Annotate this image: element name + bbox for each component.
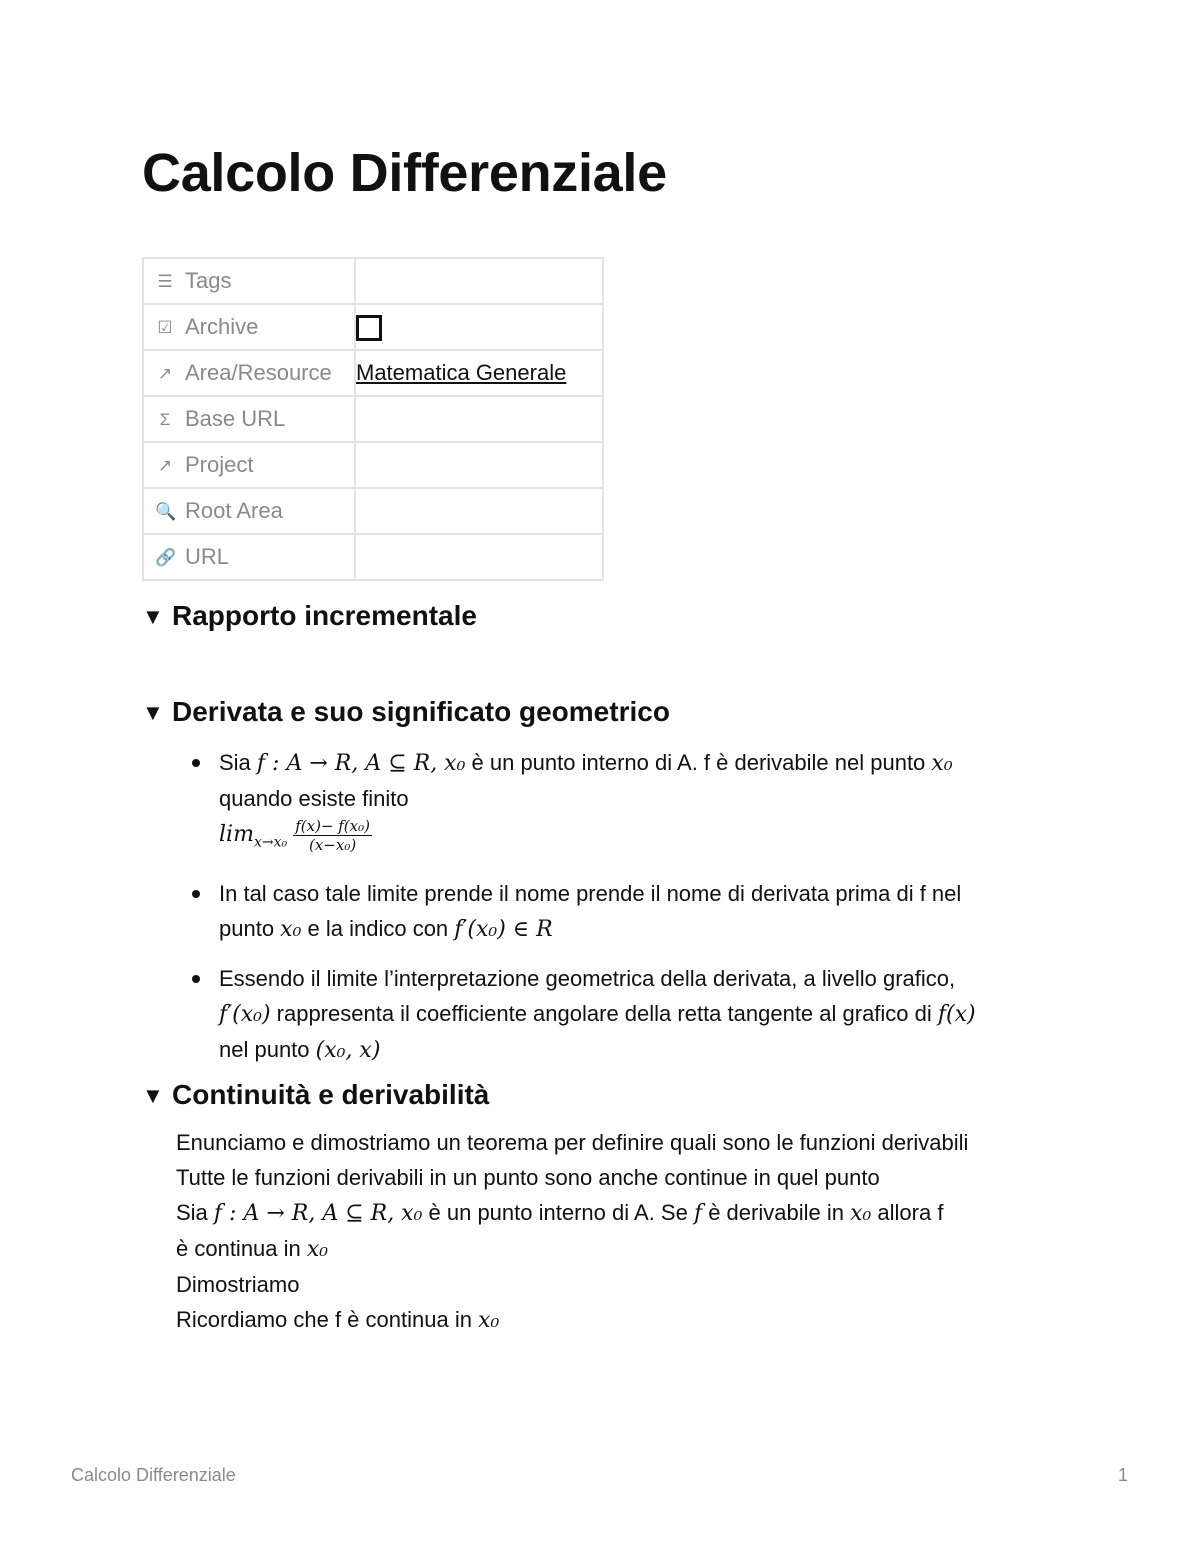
link-icon: 🔗: [155, 548, 177, 568]
property-name: Tags: [185, 268, 232, 293]
archive-checkbox[interactable]: [356, 315, 382, 341]
property-name: Root Area: [185, 498, 283, 523]
property-row-url[interactable]: [143, 534, 603, 580]
text-line: è continua in x₀: [176, 1236, 329, 1262]
derivata-bullet-list: [190, 745, 1070, 1068]
search-icon: 🔍: [155, 502, 177, 522]
continuita-body: [176, 1125, 1076, 1338]
page-title: Calcolo Differenziale: [142, 143, 667, 203]
property-name: Archive: [185, 314, 259, 339]
property-row-project[interactable]: [143, 442, 603, 488]
relation-arrow-icon: ↗: [157, 364, 173, 384]
footer-title: Calcolo Differenziale: [71, 1465, 236, 1485]
property-name: URL: [185, 544, 230, 569]
property-name: Base URL: [185, 406, 286, 431]
property-value[interactable]: [355, 258, 603, 304]
property-value[interactable]: [355, 488, 603, 534]
properties-table: [142, 257, 604, 581]
text-line: Sia f : A → R, A ⊆ R, x₀ è un punto interno di A. Se f è derivabile in x₀ allora f: [176, 1200, 944, 1226]
triangle-down-icon[interactable]: ▼: [142, 604, 164, 629]
text-line: Tutte le funzioni derivabili in un punto sono anche continue in quel punto: [176, 1165, 880, 1190]
sigma-icon: Σ: [159, 410, 171, 430]
list-item: Sia f : A → R, A ⊆ R, x₀ è un punto interno di A. f è derivabile nel punto x₀ quando esiste finito $\lim_{x\to x_0}$ $\frac{\text{f(x)− f(x₀)}}{\text{(x−x₀)}}$: [190, 745, 1070, 860]
toggle-rapporto-incrementale[interactable]: ▼ Rapporto incrementale: [142, 600, 477, 631]
relation-arrow-icon: ↗: [157, 456, 173, 476]
fraction: $\frac{\text{f(x)− f(x₀)}}{\text{(x−x₀)}}$: [295, 816, 370, 854]
property-value[interactable]: [355, 442, 603, 488]
property-value[interactable]: [355, 396, 603, 442]
checkbox-icon: ☑: [157, 318, 173, 338]
toggle-derivata[interactable]: ▼ Derivata e suo significato geometrico: [142, 696, 670, 727]
list-icon: ☰: [157, 272, 173, 292]
limit-formula: $\lim_{x\to x_0}$: [219, 822, 288, 851]
property-row-archive[interactable]: [143, 304, 603, 350]
text-line: Dimostriamo: [176, 1272, 300, 1297]
property-name: Area/Resource: [185, 360, 332, 385]
property-row-base-url[interactable]: [143, 396, 603, 442]
property-name: Project: [185, 452, 254, 477]
text-line: Ricordiamo che f è continua in x₀: [176, 1307, 500, 1333]
triangle-down-icon[interactable]: ▼: [142, 700, 164, 725]
property-value[interactable]: [355, 534, 603, 580]
triangle-down-icon[interactable]: ▼: [142, 1083, 164, 1108]
area-resource-link[interactable]: Matematica Generale: [356, 360, 567, 385]
text-line: Enunciamo e dimostriamo un teorema per definire quali sono le funzioni derivabili: [176, 1130, 969, 1155]
property-row-tags[interactable]: [143, 258, 603, 304]
property-row-area-resource[interactable]: [143, 350, 603, 396]
toggle-continuita[interactable]: ▼ Continuità e derivabilità: [142, 1079, 490, 1110]
property-row-root-area[interactable]: [143, 488, 603, 534]
page-number: 1: [1118, 1465, 1129, 1485]
list-item: In tal caso tale limite prende il nome prende il nome di derivata prima di f nel punto x₀ e la indico con f′(x₀) ∈ R: [190, 876, 1070, 947]
list-item: Essendo il limite l’interpretazione geometrica della derivata, a livello grafico, f′(x₀) rappresenta il coefficiente angolare della retta tangente al grafico di f(x) nel punto (x₀, x): [190, 961, 1070, 1068]
